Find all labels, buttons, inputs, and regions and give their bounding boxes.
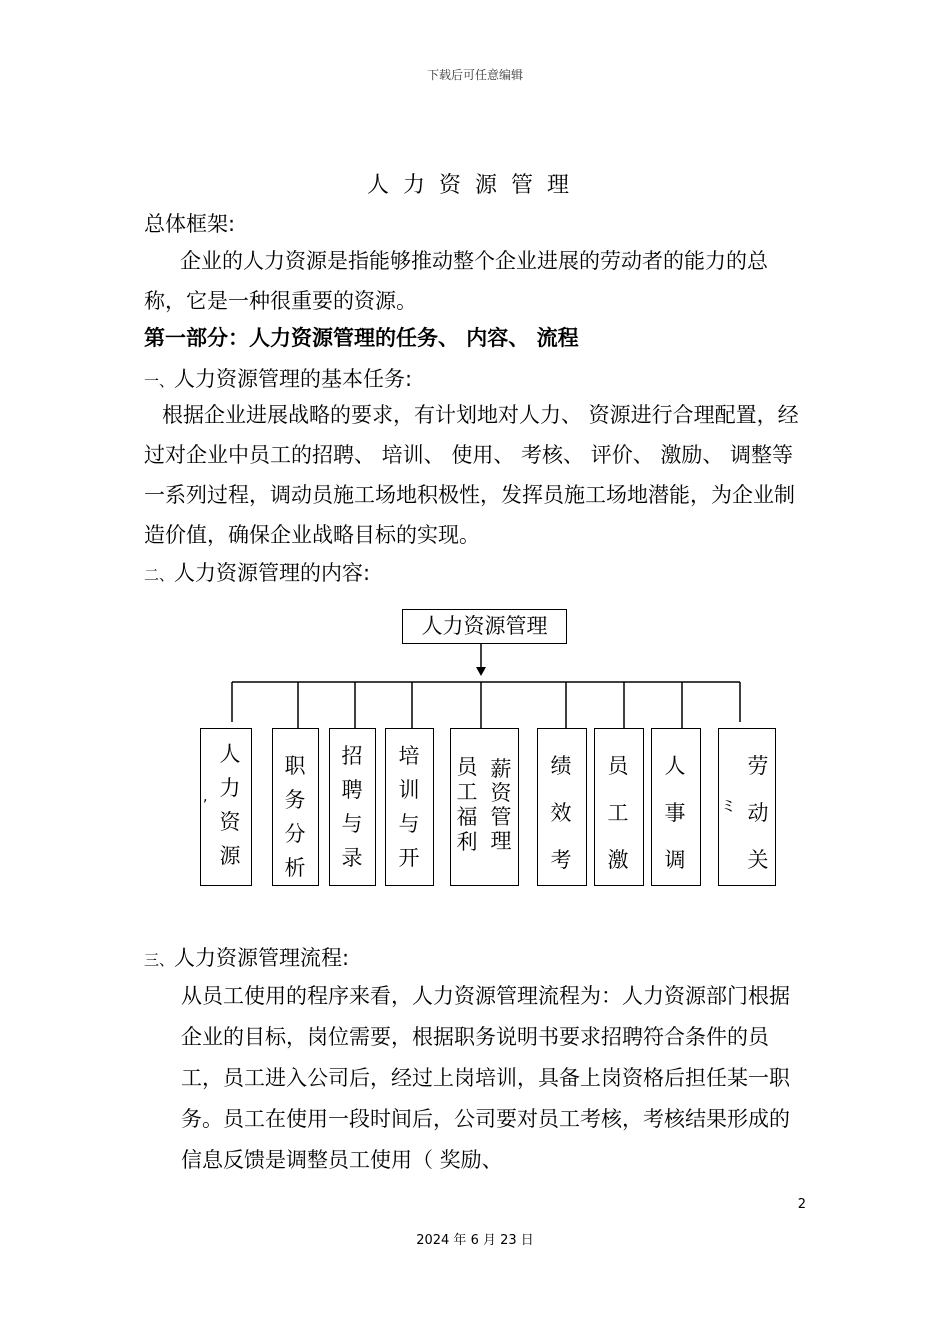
section3-title: 人力资源管理流程: [174, 946, 350, 970]
section3-body: 从员工使用的程序来看，人力资源管理流程为：人力资源部门根据企业的目标，岗位需要，根据职务说明书要求招聘符合条件的员工，员工进入公司后，经过上岗培训，具备上岗资格后担任某一职务。员工在使用一段时间后，公司要对员工考核，考核结果形成的信息反馈是调整员工使用（ 奖励、 [181, 984, 790, 1172]
node-label: 职务分析 [284, 754, 306, 880]
node-label: 人事调 [664, 754, 686, 872]
node-label: 培训与开 [398, 744, 420, 870]
footer-date: 2024 年 6 月 23 日 [416, 1233, 534, 1248]
diagram-root-box: 人力资源管理 [402, 609, 567, 644]
section2-title: 人力资源管理的内容: [174, 561, 371, 585]
part1-heading: 第一部分：人力资源管理的任务、 内容、 流程 [144, 326, 579, 350]
diagram-node-incentive [594, 728, 644, 886]
node-label-left: 员工福利 [456, 755, 478, 854]
node-label: 人力资源 [219, 742, 241, 868]
node-label: 员工激 [607, 754, 629, 872]
node-label: 劳动关 [747, 754, 769, 872]
node-label-right: 薪资管理 [490, 757, 512, 853]
section3-number: 三、 [144, 951, 175, 969]
intro-paragraph: 企业的人力资源是指能够推动整个企业进展的劳动者的能力的总称，它是一种很重要的资源。 [144, 249, 768, 313]
node-side-mark: , [203, 789, 208, 805]
header-note: 下载后可任意编辑 [426, 68, 523, 82]
diagram-node-training [385, 728, 434, 886]
document-title: 人力资源管理 [366, 173, 583, 198]
diagram-node-benefits-salary [450, 728, 519, 886]
node-label: 招聘与录 [341, 744, 363, 870]
diagram-node-labor-relations [718, 728, 776, 886]
section1-title: 人力资源管理的基本任务: [174, 367, 413, 391]
overview-label: 总体框架: [144, 212, 236, 236]
diagram-node-recruitment [329, 728, 376, 886]
diagram-node-job-analysis [272, 728, 319, 886]
diagram-node-personnel-transfer [651, 728, 701, 886]
section2-number: 二、 [144, 566, 175, 584]
node-label: 绩效考 [550, 754, 572, 872]
diagram-node-performance [537, 728, 587, 886]
section1-body: 根据企业进展战略的要求，有计划地对人力、 资源进行合理配置，经过对企业中员工的招聘、 培训、 使用、 考核、 评价、 激励、 调整等一系列过程，调动员施工场地积极性，发挥员施工场地潜能，为企业制造价值，确保企业战略目标的实现。 [144, 403, 799, 547]
section1-number: 一、 [144, 372, 175, 390]
diagram-node-hr [200, 728, 252, 886]
section3-heading [144, 942, 349, 972]
page-number: 2 [797, 1197, 806, 1212]
node-side-mark: ミ [721, 797, 737, 815]
